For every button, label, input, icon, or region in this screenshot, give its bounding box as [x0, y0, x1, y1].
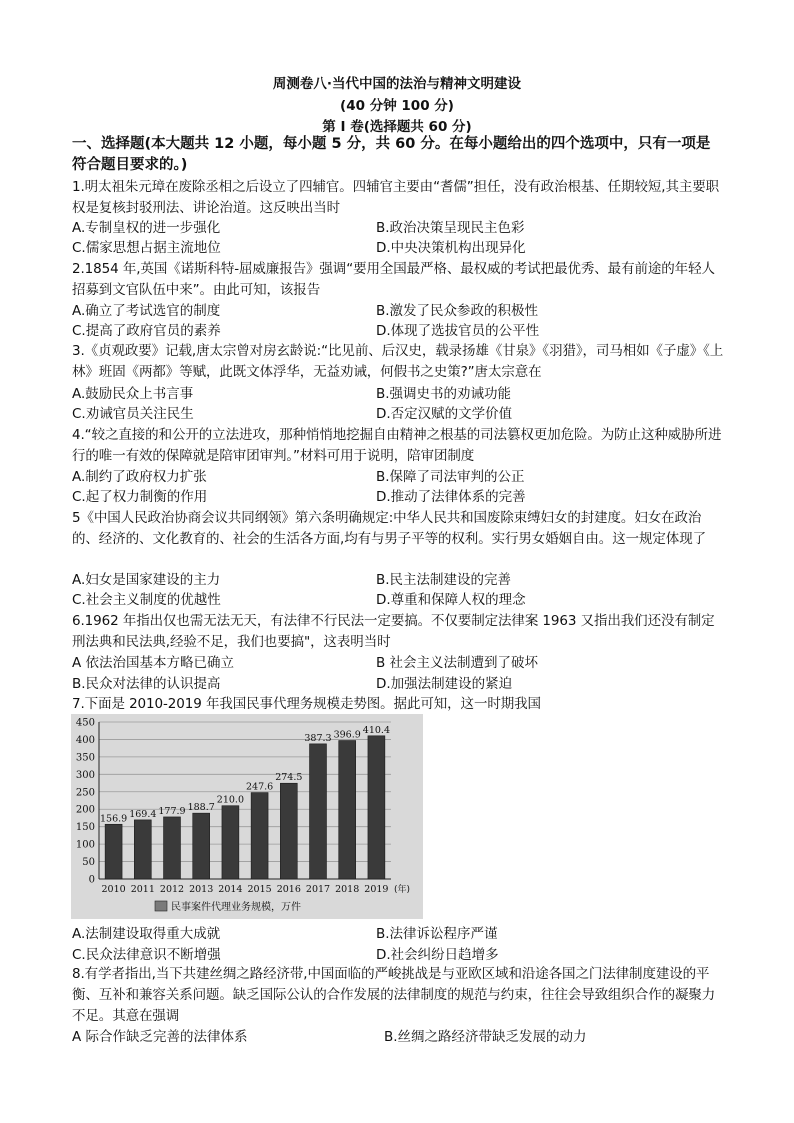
data-label: 387.3	[304, 732, 332, 744]
bar	[280, 783, 297, 879]
y-tick-label: 400	[75, 734, 95, 746]
x-tick-label: 2019	[364, 884, 389, 895]
legend-label: 民事案件代理业务规模，万件	[171, 902, 301, 913]
data-label: 188.7	[187, 802, 215, 814]
option: A.专制皇权的进一步强化	[72, 220, 221, 236]
x-tick-label: 2015	[247, 884, 272, 895]
x-tick-label: 2016	[276, 884, 301, 895]
option: B.激发了民众参政的积极性	[376, 303, 539, 319]
x-tick-label: 2018	[335, 884, 360, 895]
option: C.劝诫官员关注民生	[72, 406, 194, 422]
option: D.推动了法律体系的完善	[376, 489, 526, 505]
bar	[105, 824, 122, 879]
y-tick-label: 300	[75, 769, 95, 781]
option: D.中央决策机构出现异化	[376, 240, 526, 256]
data-label: 156.9	[99, 813, 128, 825]
option: A 依法治国基本方略已确立	[72, 655, 235, 671]
section-heading: 一、选择题(本大题共 12 小题，每小题 5 分，共 60 分。在每小题给出的四个选项中，只有一项是符合题目要求的。)	[72, 136, 711, 173]
option: D.加强法制建设的紧迫	[376, 676, 513, 692]
data-label: 247.6	[245, 781, 274, 793]
question-stem: 2.1854 年,英国《诺斯科特-屈威廉报告》强调“要用全国最严格、最权威的考试把最优秀、最有前途的年轻人招募到文官队伍中来”。由此可知，该报告	[72, 261, 715, 298]
part-heading: 第 I 卷(选择题共 60 分)	[322, 119, 472, 135]
option: B.民众对法律的认识提高	[72, 676, 221, 692]
question-stem: 7.下面是 2010-2019 年我国民事代理务规模走势图。据此可知，这一时期我国	[72, 696, 541, 712]
option: B.法律诉讼程序严谨	[376, 926, 498, 942]
bar	[339, 741, 356, 879]
option: C.提高了政府官员的素养	[72, 323, 221, 339]
option: D.体现了选拔官员的公平性	[376, 323, 540, 339]
option: C.起了权力制衡的作用	[72, 489, 208, 505]
chart-svg	[71, 714, 423, 919]
data-label: 410.4	[362, 724, 391, 736]
question-stem: 4.“较之直接的和公开的立法进攻，那种悄悄地挖掘自由精神之根基的司法篡权更加危险。为防止这种威胁所进行的唯一有效的保障就是陪审团审判。”材料可用于说明，陪审团制度	[72, 427, 722, 464]
x-tick-label: 2014	[218, 884, 243, 895]
x-tick-label: 2013	[189, 884, 214, 895]
option: D.社会纠纷日趋增多	[376, 947, 499, 963]
option: B 社会主义法制遭到了破坏	[376, 655, 539, 671]
x-tick-label: 2017	[305, 884, 331, 895]
option: B.丝绸之路经济带缺乏发展的动力	[384, 1029, 587, 1045]
time-score: (40 分钟 100 分)	[340, 98, 454, 114]
option: A.鼓励民众上书言事	[72, 386, 194, 402]
data-label: 177.9	[158, 805, 186, 817]
data-label: 210.0	[216, 794, 245, 806]
y-tick-label: 350	[75, 752, 95, 764]
option: C.儒家思想占据主流地位	[72, 240, 221, 256]
x-tick-label: 2012	[159, 884, 185, 895]
question-stem: 5《中国人民政治协商会议共同纲领》第六条明确规定:中华人民共和国废除束缚妇女的封建度。妇女在政治的、经济的、文化教育的、社会的生活各方面,均有与男子平等的权利。实行男女婚姻自由。这一规定体现了	[72, 510, 706, 547]
option: A.确立了考试选官的制度	[72, 303, 221, 319]
question-stem: 6.1962 年指出仅也需无法无天，有法律不行民法一定要搞。不仅要制定法律案 1963 又指出我们还没有制定刑法典和民法典,经验不足，我们也要搞"，这表明当时	[72, 613, 715, 650]
y-tick-label: 0	[88, 874, 95, 886]
option: B.强调史书的劝诫功能	[376, 386, 512, 402]
legend-swatch	[155, 901, 167, 911]
data-label: 169.4	[129, 808, 157, 820]
data-label: 396.9	[333, 729, 361, 741]
bar	[310, 744, 327, 879]
option: B.政治决策呈现民主色彩	[376, 220, 525, 236]
question-stem: 3.《贞观政要》记载,唐太宗曾对房玄龄说:“比见前、后汉史，载录扬雄《甘泉》《羽猎》，司马相如《子虚》《上林》班固《两都》等赋，此既文体浮华，无益劝诫，何假书之史策?”唐太宗意在	[72, 343, 724, 380]
option: C.社会主义制度的优越性	[72, 592, 221, 608]
bar	[222, 806, 239, 879]
x-tick-label: 2010	[101, 884, 126, 895]
question-stem: 1.明太祖朱元璋在废除丞相之后设立了四辅官。四辅官主要由“耆儒”担任，没有政治根基、任期较短,其主要职权是复核封驳刑法、讲论治道。这反映出当时	[72, 179, 720, 216]
option: D.尊重和保障人权的理念	[376, 592, 526, 608]
option: A.法制建设取得重大成就	[72, 926, 221, 942]
bar	[193, 813, 210, 879]
bar	[368, 736, 385, 879]
y-tick-label: 450	[75, 717, 95, 729]
bar	[164, 817, 181, 879]
y-tick-label: 50	[82, 857, 95, 869]
x-tick-label: 2011	[130, 884, 155, 895]
question-stem: 8.有学者指出,当下共建丝绸之路经济带,中国面临的严峻挑战是与亚欧区域和沿途各国之门法律制度建设的平衡、互补和兼容关系问题。缺乏国际公认的合作发展的法律制度的规范与约束，往往会导致组织合作的凝聚力不足。其意在强调	[72, 966, 716, 1024]
bar-chart	[71, 714, 423, 919]
y-tick-label: 250	[75, 787, 95, 799]
option: B.民主法制建设的完善	[376, 572, 512, 588]
option: D.否定汉赋的文学价值	[376, 406, 513, 422]
x-unit-label: (年)	[394, 885, 411, 895]
option: A 际合作缺乏完善的法律体系	[72, 1029, 248, 1045]
data-label: 274.5	[275, 772, 303, 784]
option: A.妇女是国家建设的主力	[72, 572, 221, 588]
paper-title: 周测卷八·当代中国的法治与精神文明建设	[272, 76, 522, 92]
y-tick-label: 100	[75, 839, 95, 851]
y-tick-label: 200	[75, 804, 95, 816]
option: B.保障了司法审判的公正	[376, 469, 525, 485]
bar	[251, 793, 268, 879]
option: C.民众法律意识不断增强	[72, 947, 221, 963]
y-tick-label: 150	[75, 822, 95, 834]
option: A.制约了政府权力扩张	[72, 469, 207, 485]
bar	[134, 820, 151, 879]
